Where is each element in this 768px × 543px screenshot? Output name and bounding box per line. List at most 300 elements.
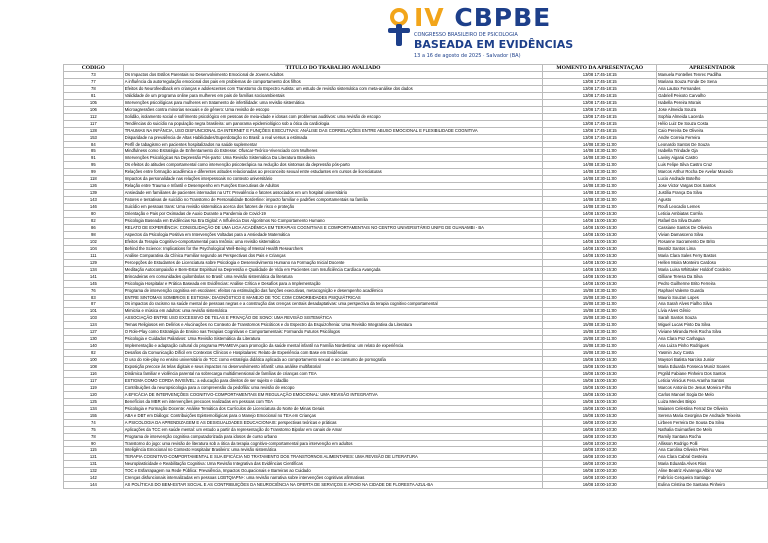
cell-code: 125	[64, 398, 124, 405]
cell-code: 98	[64, 231, 124, 238]
cell-title: Mimicria e música em adultos: uma revisão sistemática	[123, 308, 543, 315]
cell-presenter: Sophia Almeida Lacerda	[657, 113, 768, 120]
cell-time: 13/08 17:45-18:15	[543, 92, 657, 99]
cell-time: 15/08 15:00-15:30	[543, 412, 657, 419]
cell-code: 121	[64, 454, 124, 461]
cell-presenter: Rafael Da Silva Duarte	[657, 218, 768, 225]
table-row	[64, 120, 768, 127]
table-row	[64, 329, 768, 336]
cell-time: 14/08 10:30-11:00	[543, 183, 657, 190]
cell-time: 13/08 17:45-18:15	[543, 120, 657, 127]
cell-time: 16/08 10:00-10:30	[543, 454, 657, 461]
cell-time: 16/08 10:00-10:30	[543, 433, 657, 440]
cell-code: 155	[64, 412, 124, 419]
header-time: MOMENTO DA APRESENTAÇÃO	[543, 65, 657, 72]
cell-time: 15/08 15:00-15:30	[543, 405, 657, 412]
table-row	[64, 224, 768, 231]
table-row	[64, 92, 768, 99]
cell-presenter: Marcos Arthur Rocha De Avelar Macedo	[657, 169, 768, 176]
table-row	[64, 377, 768, 384]
cell-code: 86	[64, 224, 124, 231]
table-row	[64, 218, 768, 225]
table-row	[64, 197, 768, 204]
table-row	[64, 231, 768, 238]
cell-presenter: Maurio Souzan Lopes	[657, 294, 768, 301]
cell-code: 81	[64, 92, 124, 99]
cell-code: 129	[64, 259, 124, 266]
cell-time: 14/08 15:00-15:30	[543, 218, 657, 225]
cell-time: 14/08 15:00-15:30	[543, 280, 657, 287]
cell-presenter: Agusto	[657, 197, 768, 204]
cell-code: 146	[64, 204, 124, 211]
table-row	[64, 336, 768, 343]
cell-title: ENTRE SINTOMAS SOMBRIOS E ESTIGMA: DIAGNÓSTICO E MANEJO DE TOC COM COMORBIDADES PSIQUIÁTRICAS	[123, 294, 543, 301]
cell-code: 112	[64, 113, 124, 120]
cell-time: 15/08 10:30-11:00	[543, 301, 657, 308]
cell-title: Programa de intervenção cognitiva em escolares: efeitos na estimulação das funções executivas, metacognição e desempenho acadêmico	[123, 287, 543, 294]
cell-title: Efeitos do Neurofeedback em crianças e adolescentes com Transtorno do Espectro Autista: um estudo de revisão sistemática com meta-análise dos dados	[123, 85, 543, 92]
table-row	[64, 211, 768, 218]
cell-title: Neuroplasticidade e Reabilitação Cognitiva: Uma Revisão Integrativa das Evidências Científicas	[123, 461, 543, 468]
table-row	[64, 461, 768, 468]
table-row	[64, 280, 768, 287]
cell-presenter: Ana Sarah Alves Fialho Silva	[657, 301, 768, 308]
table-row	[64, 72, 768, 79]
cell-code: 77	[64, 78, 124, 85]
cell-code: 82	[64, 350, 124, 357]
cell-presenter: Jose Victor Vargas Dos Santos	[657, 183, 768, 190]
cell-code: 134	[64, 405, 124, 412]
cell-title: O uso do role-play no ensino universitário de TCC como estratégia didática aplicada ao comportamento sexual e ao consumo de pornografia	[123, 357, 543, 364]
cell-time: 15/08 10:30-11:00	[543, 308, 657, 315]
cell-code: 99	[64, 169, 124, 176]
table-row	[64, 252, 768, 259]
cell-time: 15/08 15:00-15:30	[543, 377, 657, 384]
cell-presenter: Laviny Aigarai Castro	[657, 155, 768, 162]
cell-code: 75	[64, 426, 124, 433]
cell-time: 16/08 10:00-10:30	[543, 419, 657, 426]
table-row	[64, 412, 768, 419]
table-row	[64, 176, 768, 183]
cell-presenter: Lirbeen Ferreira De Sousa Da Silva	[657, 419, 768, 426]
table-row	[64, 419, 768, 426]
cell-code: 84	[64, 141, 124, 148]
congress-logo	[388, 2, 574, 60]
page-header	[0, 0, 768, 64]
cell-code: 115	[64, 447, 124, 454]
cell-title: Os Impactos dos Estilos Parentais no Desenvolvimento Emocional de Jovens Adultos	[123, 72, 543, 79]
cell-time: 13/08 17:45-18:15	[543, 127, 657, 134]
cell-title: ESTIGMA COMO CORDA INVISÍVEL: a educação para direitos de ser sujeito e cidadão	[123, 377, 543, 384]
cell-presenter: Maiasen Celestina Ferraz De Oliveira	[657, 405, 768, 412]
cell-time: 16/08 10:00-10:30	[543, 475, 657, 482]
cell-presenter: Hélio Luiz De Souza Costa	[657, 120, 768, 127]
table-row	[64, 308, 768, 315]
cell-code: 82	[64, 218, 124, 225]
cell-time: 16/08 10:00-10:30	[543, 426, 657, 433]
cell-time: 16/08 10:00-10:30	[543, 482, 657, 489]
table-row	[64, 99, 768, 106]
cell-title: Psicologia e Formação Docente: Análise Temática dos Currículos de Licenciatura do Norte de Minas Gerais	[123, 405, 543, 412]
table-row	[64, 266, 768, 273]
cell-title: AS POLÍTICAS DO BEM-ESTAR SOCIAL E AS CONTRIBUIÇÕES DA NEUROCIÊNCIA NA OFERTA DE SERVIÇOS E APOIO NA CIDADE DE FLORESTA AZUL-BA	[123, 482, 543, 489]
cell-code: 85	[64, 148, 124, 155]
cell-time: 15/08 15:00-15:30	[543, 391, 657, 398]
cell-presenter: Vivian Damasceno Silva	[657, 231, 768, 238]
cell-title: Benefícios da MBR em intervenções precoces realizadas em pessoas com TEA	[123, 398, 543, 405]
table-row	[64, 482, 768, 489]
table-row	[64, 190, 768, 197]
cell-code: 120	[64, 391, 124, 398]
cell-presenter: Maria Eduarda Fonseca Muniz Soares	[657, 364, 768, 371]
table-header-row	[64, 65, 768, 72]
table-row	[64, 468, 768, 475]
cell-title: Microagressões contra minorias sexuais e de gênero: Uma revisão de escopo	[123, 106, 543, 113]
cell-presenter: Maysori Batista Narciso Junior	[657, 357, 768, 364]
table-row	[64, 447, 768, 454]
cell-time: 15/08 15:00-15:30	[543, 384, 657, 391]
cell-presenter: Caio Pereira De Oliveira	[657, 127, 768, 134]
cell-code: 128	[64, 127, 124, 134]
cell-title: A PSICOLOGIA DA APRENDIZAGEM E AS DESIGUALDADES EDUCACIONAIS: perspectivas teóricas e práticas	[123, 419, 543, 426]
cell-presenter: Leonardo Santos De Souza	[657, 141, 768, 148]
cell-code: 101	[64, 308, 124, 315]
cell-title: Contribuições da neuropsicologia para a compreensão da pedofilia: uma revisão de escopo	[123, 384, 543, 391]
cell-time: 14/08 10:30-11:00	[543, 141, 657, 148]
cell-code: 142	[64, 475, 124, 482]
cell-title: Análise Comparativa da Clínica Familiar segundo as Perspectivas dos Pais e Crianças	[123, 252, 543, 259]
cell-title: Transtorno do jogo: uma revisão de literatura sob a ótica da terapia cognitivo-comportamental para intervenção em adultos	[123, 440, 543, 447]
cell-title: Percepções de Estudantes de Licenciatura sobre Psicologia e Desenvolvimento Humano na Formação Inicial Docente	[123, 259, 543, 266]
cell-time: 14/08 10:30-11:00	[543, 162, 657, 169]
cell-time: 14/08 10:30-11:00	[543, 169, 657, 176]
cell-code: 91	[64, 155, 124, 162]
cell-presenter: Gabriell Peixoto Carvalho	[657, 92, 768, 99]
table-row	[64, 405, 768, 412]
header-code: CÓDIGO	[64, 65, 124, 72]
cell-title: Dinâmica familiar e violência parental na sobrecarga multidimensional de famílias de crianças com TEA	[123, 370, 543, 377]
cell-presenter: Isabella Trindade Gja	[657, 148, 768, 155]
cell-presenter: Ana Carolina Oliveira Pires	[657, 447, 768, 454]
table-row	[64, 134, 768, 141]
table-row	[64, 391, 768, 398]
cell-presenter: Isabella Pereira Morais	[657, 99, 768, 106]
table-row	[64, 127, 768, 134]
cell-code: 74	[64, 419, 124, 426]
table-row	[64, 364, 768, 371]
cell-title: Relações entre formação acadêmica e diferentes atitudes relacionadas ao preconceito sexual entre estudantes em cursos de licenciaturas	[123, 169, 543, 176]
cell-time: 14/08 10:30-11:00	[543, 148, 657, 155]
cell-time: 16/08 10:00-10:30	[543, 440, 657, 447]
cell-title: Disparidade na prevalência de Altas Habilidades/Superdotação no Brasil: a real versus a estimada	[123, 134, 543, 141]
cell-time: 16/08 10:00-10:30	[543, 461, 657, 468]
table-row	[64, 162, 768, 169]
cell-presenter: Ana Clara Poz Carhagua	[657, 336, 768, 343]
cell-code: 134	[64, 266, 124, 273]
cell-time: 14/08 15:00-15:30	[543, 238, 657, 245]
cell-time: 15/08 10:30-11:00	[543, 336, 657, 343]
cell-presenter: Rosanne Sacramento De Brito	[657, 238, 768, 245]
cell-presenter: Ramily Santana Rocha	[657, 433, 768, 440]
cell-time: 13/08 17:45-18:15	[543, 113, 657, 120]
cell-time: 15/08 10:30-11:00	[543, 343, 657, 350]
cell-presenter: Maria Clara Sales Ferry Bastos	[657, 252, 768, 259]
cell-title: Psicologia e Cuidados Paliativos: Uma Revisão Sistemática da Literatura	[123, 336, 543, 343]
cell-title: Mindfulness como Estratégia de Enfrentamento do Estresse: Ofuscar-Teórico-Vivenciado com Mulheres	[123, 148, 543, 155]
cell-title: Desafios da Comunicação Difícil em Contextos Clínicos e Hospitalares: Relato de Experiência com Base em Evidências	[123, 350, 543, 357]
cell-time: 14/08 10:30-11:00	[543, 155, 657, 162]
cell-title: TERAPIA COGNITIVO-COMPORTAMENTAL E SUA EFICÁCIA NO TRATAMENTO DOS TRANSTORNOS ALIMENTARES: UMA REVISÃO DE LITERATURA	[123, 454, 543, 461]
cell-title: Solidão, isolamento social e sofrimento psicológico em pessoas de meia-idade e idosas com problemas auditivos: uma revisão de escopo	[123, 113, 543, 120]
logo-line-2: BASEADA EM EVIDÊNCIAS	[414, 38, 574, 51]
cell-presenter: Raphael Valente Guarda	[657, 287, 768, 294]
cell-code: 116	[64, 370, 124, 377]
cell-code: 95	[64, 162, 124, 169]
table-row	[64, 322, 768, 329]
cell-title: ASSOCIAÇÃO ENTRE USO EXCESSIVO DE TELAS E PRIVAÇÃO DE SONO: UMA REVISÃO SISTEMÁTICA	[123, 315, 543, 322]
schedule-table	[63, 64, 768, 489]
cell-presenter: Nathalia Guimarães De Melo	[657, 426, 768, 433]
cell-title: Psicologia Hospitalar e Prática Baseada em Evidências: Análise Crítica e Desafios para a Implementação	[123, 280, 543, 287]
cell-title: Intervenções psicológicas para mulheres em tratamento de infertilidade: uma revisão sistemática	[123, 99, 543, 106]
cell-time: 15/08 10:30-11:00	[543, 350, 657, 357]
table-row	[64, 433, 768, 440]
cell-presenter: Ana Luiza Pinho Rodrigues	[657, 343, 768, 350]
cell-title: Fatores e tentativas de suicídio no Transtorno de Personalidade Borderline: impacto familiar e padrões comportamentais na família	[123, 197, 543, 204]
cell-code: 83	[64, 294, 124, 301]
cell-title: Aspectos da Psicologia Positiva em Intervenções Voltadas para a Ansiedade Matemática	[123, 231, 543, 238]
cell-time: 14/08 15:00-15:30	[543, 245, 657, 252]
cell-title: A influência da autorregulação emocional dos pais em problemas de comportamento dos filhos	[123, 78, 543, 85]
cell-code: 144	[64, 482, 124, 489]
cell-title: O Role-Play como Estratégia de Ensino nas Terapias Cognitivas e Comportamentais: Formando Futuros Psicólogos	[123, 329, 543, 336]
cell-time: 14/08 15:00-15:30	[543, 259, 657, 266]
table-row	[64, 106, 768, 113]
table-row	[64, 141, 768, 148]
cell-time: 15/08 15:00-15:30	[543, 370, 657, 377]
cell-presenter: Andre Correia Ferreira	[657, 134, 768, 141]
table-row	[64, 370, 768, 377]
cell-title: RELATO DE EXPERIÊNCIA: CONSOLIDAÇÃO DE UMA LIGA ACADÊMICA EM TERAPIAS COGNITIVAS E COMPORTAMENTAIS NO CENTRO UNIVERSITÁRIO UNIFG DE GUANAMBI - BA	[123, 224, 543, 231]
cell-title: A EFICÁCIA DE INTERVENÇÕES COGNITIVO-COMPORTAMENTAIS EM REGULAÇÃO EMOCIONAL: UMA REVISÃO INTEGRATIVA	[123, 391, 543, 398]
table-row	[64, 357, 768, 364]
cell-title: Ansiedade em familiares de pacientes internados na UTI: Prevalência e fatores associados em um hospital universitário	[123, 190, 543, 197]
header-title: TÍTULO DO TRABALHO AVALIADO	[123, 65, 543, 72]
cell-code: 111	[64, 252, 124, 259]
table-row	[64, 245, 768, 252]
cell-code: 73	[64, 72, 124, 79]
logo-title: IV CBPBE	[414, 3, 552, 32]
cell-time: 14/08 15:00-15:30	[543, 211, 657, 218]
cell-code: 117	[64, 120, 124, 127]
cell-presenter: Manuela Fontelles Tenrec Padilha	[657, 72, 768, 79]
cell-code: 80	[64, 211, 124, 218]
cell-presenter: Fabrício Cerqueira Santiago	[657, 475, 768, 482]
cell-time: 13/08 17:45-18:15	[543, 134, 657, 141]
table-row	[64, 273, 768, 280]
cell-time: 16/08 10:00-10:30	[543, 447, 657, 454]
cell-presenter: Lívia Alves Gênio	[657, 308, 768, 315]
table-row	[64, 384, 768, 391]
table-row	[64, 148, 768, 155]
cell-title: Valididade de um programa online para mulheres em pais de famílias socioambientais	[123, 92, 543, 99]
cell-presenter: Maria Luisa Whittaker Holdorf Cordeiro	[657, 266, 768, 273]
cell-code: 87	[64, 301, 124, 308]
cell-code: 124	[64, 322, 124, 329]
cell-code: 100	[64, 357, 124, 364]
cell-presenter: Serena Maria Georgina De Andrade Teixeira	[657, 412, 768, 419]
cell-title: Suicídio em pessoas trans: Uma revisão sistemática acerca dos fatores de risco e proteção	[123, 204, 543, 211]
cell-title: Intervenções Psicológicas Na Depressão Pós-parto: Uma Revisão Sistemática Da Literatura Brasileira	[123, 155, 543, 162]
cell-title: TRAUMAS NA INFÂNCIA, USO DISFUNCIONAL DA INTERNET E FUNÇÕES EXECUTIVAS: ANÁLISE DAS CORRELAÇÕES ENTRE ABUSO EMOCIONAL E FLEXIBILIDADE COGNITIVA	[123, 127, 543, 134]
cell-presenter: Luiza Mendes Bispo	[657, 398, 768, 405]
cell-code: 78	[64, 85, 124, 92]
cell-time: 16/08 10:00-10:30	[543, 468, 657, 475]
cell-title: Aplicações da TCC em saúde mental: um estudo a partir da representação do Transtorno Bipolar em canais de Amar	[123, 426, 543, 433]
cell-time: 15/08 10:30-11:00	[543, 315, 657, 322]
cell-presenter: Luis Felipe Silva Castro Cruz	[657, 162, 768, 169]
cell-code: 139	[64, 190, 124, 197]
cell-title: Brincadeiras em comunidades quilombolas no Brasil: uma revisão sistemática da literatura	[123, 273, 543, 280]
logo-mark-icon	[388, 8, 410, 48]
cell-title: Exposição precoce às telas digitais e seus impactos no desenvolvimento infantil: uma análise multifatorial	[123, 364, 543, 371]
table-row	[64, 78, 768, 85]
cell-code: 78	[64, 433, 124, 440]
cell-title: Efeitos da Terapia Cognitivo-comportamental para Insônia: uma revisão sistemática	[123, 238, 543, 245]
cell-code: 117	[64, 377, 124, 384]
cell-time: 14/08 15:00-15:30	[543, 231, 657, 238]
cell-presenter: Pedro Guilherme Brito Ferreira	[657, 280, 768, 287]
cell-title: Crenças disfuncionais internalizadas em pessoas LGBTQIAPN+: uma revisão narrativa sobre intervenções cognitivas afirmativas	[123, 475, 543, 482]
logo-line-1: CONGRESSO BRASILEIRO DE PSICOLOGIA	[414, 32, 518, 38]
cell-title: Implementação e adaptação cultural do programa PRAMEVA para promoção da saúde mental infantil na Família Nordestina: um relato de experiência	[123, 343, 543, 350]
cell-title: TOC e Esfarrapagem na Rede Pública: Prevalência, Impactos Ocupacionais e Barreiras ao Cuidado	[123, 468, 543, 475]
cell-code: 127	[64, 329, 124, 336]
cell-presenter: Yasmin Jucy Costa	[657, 350, 768, 357]
cell-time: 15/08 10:30-11:00	[543, 329, 657, 336]
table-row	[64, 350, 768, 357]
table-row	[64, 113, 768, 120]
cell-time: 13/08 17:45-18:15	[543, 106, 657, 113]
cell-title: Os impactos do racismo na saúde mental de pessoas negras e a construção das crenças centrais desadaptativas: uma perspectiva da terapia cognitivo comportamental	[123, 301, 543, 308]
cell-title: Psicologia Baseada em Evidências Na Era Digital: A Influência Dos Algoritmos No Comportamento Humano	[123, 218, 543, 225]
cell-code: 104	[64, 245, 124, 252]
cell-title: Orientação e Pais por Oximadas de Auxio Durante a Pandemia de Covid-19	[123, 211, 543, 218]
cell-presenter: Sarah Santos Souza	[657, 315, 768, 322]
cell-presenter: Viviane Miranda Reis Rocha Silva	[657, 329, 768, 336]
cell-code: 143	[64, 197, 124, 204]
cell-code: 141	[64, 273, 124, 280]
cell-presenter: Carlos Manoel Sogia De Melo	[657, 391, 768, 398]
cell-time: 13/08 17:45-18:15	[543, 78, 657, 85]
cell-code: 140	[64, 343, 124, 350]
cell-presenter: Aline Beatriz Alvarenga Albino Vaz	[657, 468, 768, 475]
cell-presenter: Miguel Lucas Pinto Da Silva	[657, 322, 768, 329]
table-row	[64, 155, 768, 162]
table-row	[64, 426, 768, 433]
cell-code: 106	[64, 106, 124, 113]
cell-title: Temas Religiosos em Delírios e Alucinações no Contexto de Transtornos Psicóticos e do Espectro da Esquizofrenia: Uma Revisão Integrativa da Literatura	[123, 322, 543, 329]
table-row	[64, 440, 768, 447]
cell-title: Impactos da personalidade nas relações interpessoais no contexto universitário	[123, 176, 543, 183]
cell-presenter: Eulina Cristina De Santana Pinheiro	[657, 482, 768, 489]
cell-code: 131	[64, 461, 124, 468]
cell-time: 13/08 17:45-18:15	[543, 99, 657, 106]
cell-time: 14/08 15:00-15:30	[543, 266, 657, 273]
table-row	[64, 183, 768, 190]
cell-time: 15/08 10:30-11:00	[543, 322, 657, 329]
cell-time: 14/08 10:30-11:00	[543, 176, 657, 183]
table-row	[64, 204, 768, 211]
cell-presenter: Allisson Rodrigo Polli	[657, 440, 768, 447]
cell-presenter: Gilliane Teresa Da Silva	[657, 273, 768, 280]
cell-code: 103	[64, 315, 124, 322]
table-row	[64, 85, 768, 92]
cell-presenter: Hellen Moira Monteiro Cardoso	[657, 259, 768, 266]
cell-presenter: Ana Lautox Fernandes	[657, 85, 768, 92]
cell-presenter: Beatriz Santos Lima	[657, 245, 768, 252]
table-row	[64, 294, 768, 301]
cell-time: 13/08 17:45-18:15	[543, 72, 657, 79]
cell-time: 15/08 10:30-11:00	[543, 287, 657, 294]
cell-time: 14/08 10:30-11:00	[543, 190, 657, 197]
cell-title: Tendências do suicídio na população negra brasileira: um panorama epidemiológico sob a ótica da cardiologia	[123, 120, 543, 127]
cell-time: 14/08 10:30-11:00	[543, 204, 657, 211]
cell-time: 15/08 15:00-15:30	[543, 357, 657, 364]
cell-code: 119	[64, 384, 124, 391]
cell-title: Inteligência Emocional no Contexto Hospitalar Brasileiro: uma revisão sistemática	[123, 447, 543, 454]
cell-code: 153	[64, 134, 124, 141]
cell-presenter: Mariana Souza Fonde De Sena	[657, 78, 768, 85]
cell-code: 102	[64, 238, 124, 245]
cell-title: ABA e DBT em Diálogo: Contribuições Epistemológicas para o Manejo Emocional no TEA em Crianças	[123, 412, 543, 419]
cell-time: 15/08 15:00-15:30	[543, 398, 657, 405]
cell-presenter: Prgrild Fabiane Pinheiro Dos Santos	[657, 370, 768, 377]
cell-title: Behind the Science: Implications for the Psychological Well-Being of Mental Health Researchers	[123, 245, 543, 252]
table-row	[64, 398, 768, 405]
cell-code: 118	[64, 176, 124, 183]
table-row	[64, 259, 768, 266]
table-row	[64, 301, 768, 308]
cell-presenter: Leticia Ambiatas Corrêa	[657, 211, 768, 218]
table-row	[64, 238, 768, 245]
cell-presenter: Maria Eduarda Alves Rios	[657, 461, 768, 468]
table-row	[64, 475, 768, 482]
cell-time: 14/08 10:30-11:00	[543, 197, 657, 204]
cell-title: Os efeitos do atitudes comportamental como intervenção psicoterápica na redução dos sintomas da depressão pós-parto	[123, 162, 543, 169]
cell-code: 108	[64, 364, 124, 371]
cell-time: 13/08 17:45-18:15	[543, 85, 657, 92]
cell-code: 105	[64, 99, 124, 106]
cell-time: 14/08 15:00-15:30	[543, 224, 657, 231]
table-row	[64, 287, 768, 294]
table-row	[64, 454, 768, 461]
cell-code: 90	[64, 440, 124, 447]
cell-code: 132	[64, 468, 124, 475]
cell-code: 145	[64, 280, 124, 287]
table-row	[64, 169, 768, 176]
cell-presenter: Lucio Andrade Botelho	[657, 176, 768, 183]
table-row	[64, 315, 768, 322]
cell-presenter: Leticia Vinicius Fera Aranha Santos	[657, 377, 768, 384]
cell-title: Meditação Autocompaixão e Bem-Estar Espiritual na Depressão e Qualidade de Vida em Pacientes com Insuficiência Cardíaca Avançada	[123, 266, 543, 273]
header-presenter: APRESENTADOR	[657, 65, 768, 72]
cell-code: 126	[64, 183, 124, 190]
cell-code: 76	[64, 287, 124, 294]
cell-time: 15/08 10:30-11:00	[543, 294, 657, 301]
logo-line-3: 13 a 16 de agosto de 2025 · Salvador (BA)	[414, 53, 521, 59]
cell-time: 14/08 15:00-15:30	[543, 273, 657, 280]
